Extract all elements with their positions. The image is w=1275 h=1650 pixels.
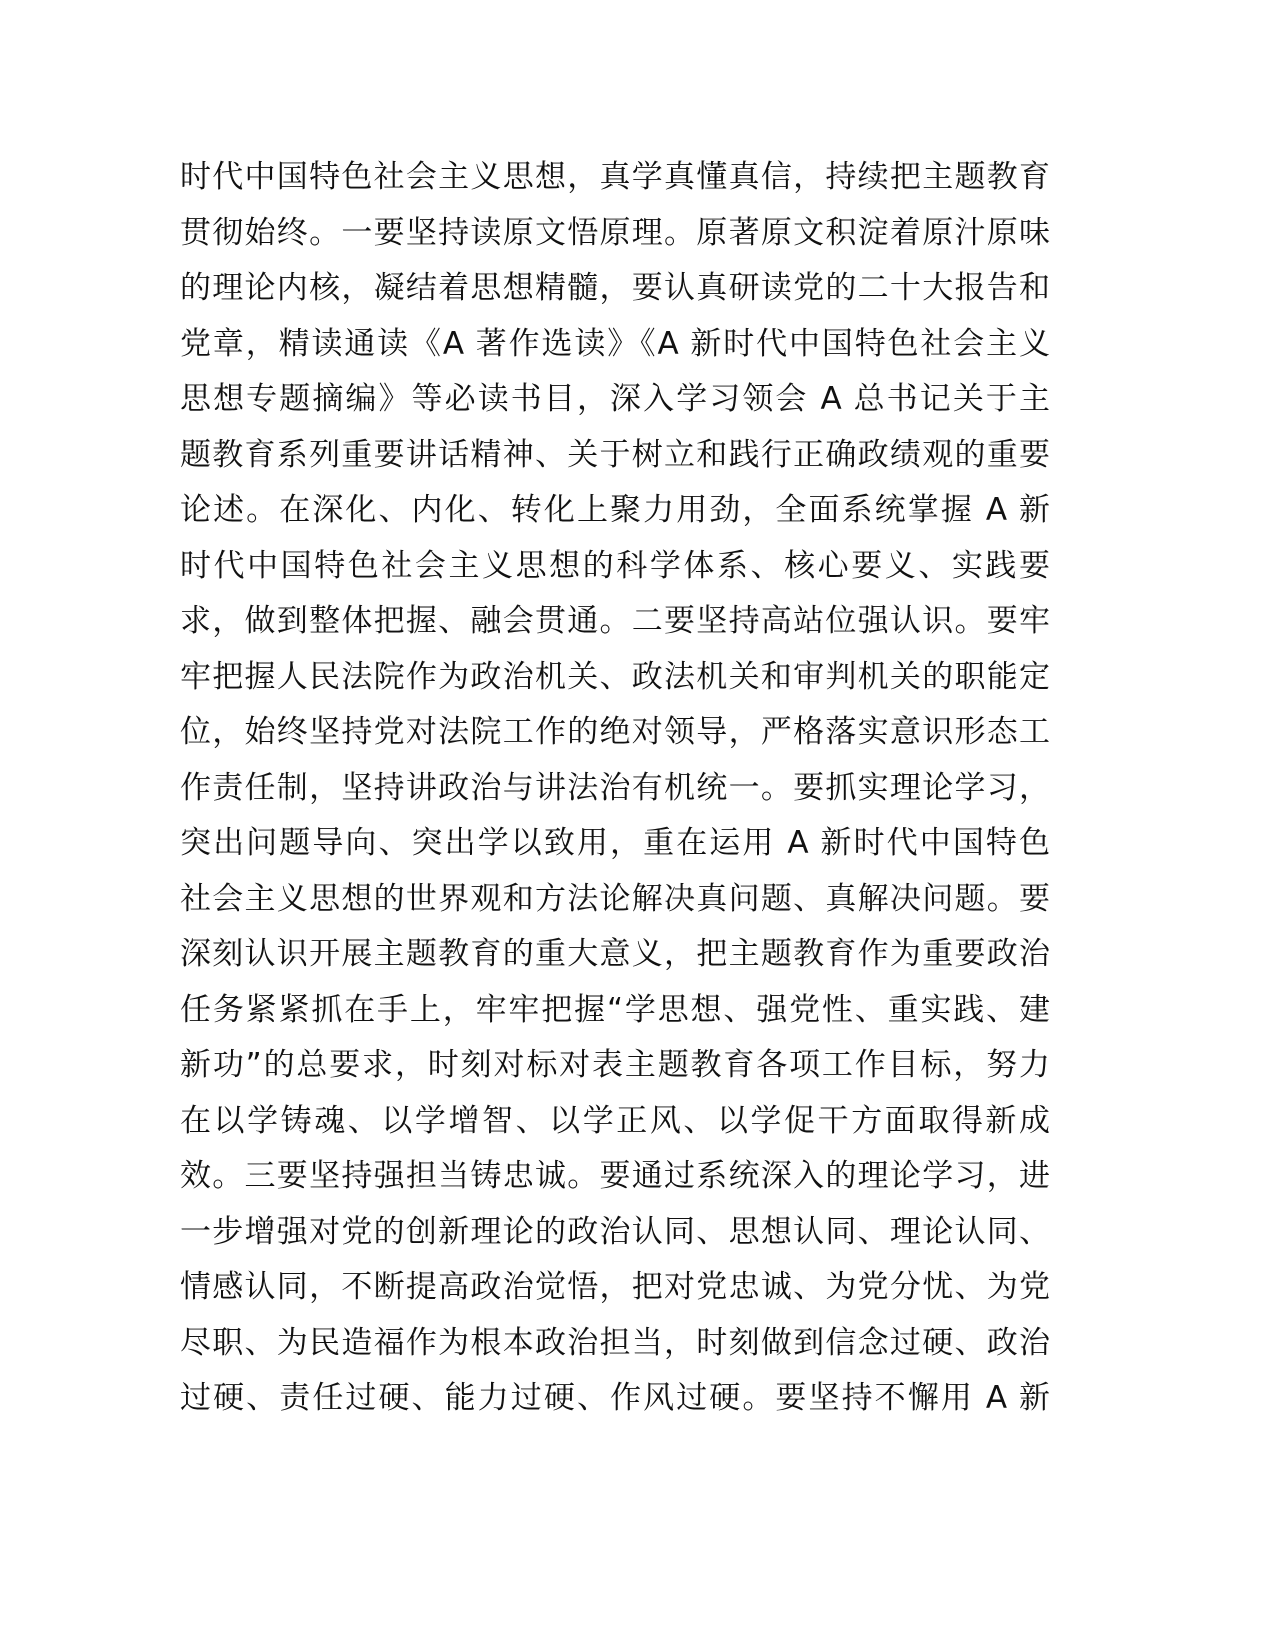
text-line-22: 尽职、为民造福作为根本政治担当，时刻做到信念过硬、政治 (180, 1324, 1050, 1361)
text-line-8: 时代中国特色社会主义思想的科学体系、核心要义、实践要 (180, 547, 1050, 584)
text-line-18: 在以学铸魂、以学增智、以学正风、以学促干方面取得新成 (180, 1102, 1050, 1139)
text-line-1: 时代中国特色社会主义思想，真学真懂真信，持续把主题教育 (180, 159, 1050, 195)
text-line-3: 的理论内核，凝结着思想精髓，要认真研读党的二十大报告和 (180, 270, 1050, 306)
text-line-9: 求，做到整体把握、融会贯通。二要坚持高站位强认识。要牢 (180, 603, 1050, 639)
text-line-11: 位，始终坚持党对法院工作的绝对领导，严格落实意识形态工 (180, 714, 1050, 750)
text-line-14: 社会主义思想的世界观和方法论解决真问题、真解决问题。要 (180, 880, 1050, 917)
text-line-12: 作责任制，坚持讲政治与讲法治有机统一。要抓实理论学习， (180, 769, 1050, 806)
text-line-2: 贯彻始终。一要坚持读原文悟原理。原著原文积淀着原汁原味 (180, 214, 1050, 251)
text-line-13: 突出问题导向、突出学以致用，重在运用 A 新时代中国特色 (180, 825, 1050, 861)
text-line-10: 牢把握人民法院作为政治机关、政法机关和审判机关的职能定 (180, 658, 1050, 695)
text-line-7: 论述。在深化、内化、转化上聚力用劲，全面系统掌握 A 新 (180, 492, 1050, 528)
text-line-15: 深刻认识开展主题教育的重大意义，把主题教育作为重要政治 (180, 936, 1050, 972)
text-line-6: 题教育系列重要讲话精神、关于树立和践行正确政绩观的重要 (180, 436, 1050, 473)
text-line-16: 任务紧紧抓在手上，牢牢把握“学思想、强党性、重实践、建 (180, 991, 1050, 1028)
text-line-21: 情感认同，不断提高政治觉悟，把对党忠诚、为党分忧、为党 (180, 1269, 1050, 1305)
text-line-17: 新功”的总要求，时刻对标对表主题教育各项工作目标，努力 (180, 1047, 1050, 1083)
text-line-20: 一步增强对党的创新理论的政治认同、思想认同、理论认同、 (180, 1213, 1050, 1250)
text-line-5: 思想专题摘编》等必读书目，深入学习领会 A 总书记关于主 (180, 381, 1050, 417)
text-line-19: 效。三要坚持强担当铸忠诚。要通过系统深入的理论学习，进 (180, 1158, 1050, 1194)
text-line-4: 党章，精读通读《A 著作选读》《A 新时代中国特色社会主义 (180, 325, 1050, 362)
body-paragraph (180, 150, 1050, 1427)
text-line-23: 过硬、责任过硬、能力过硬、作风过硬。要坚持不懈用 A 新 (180, 1380, 1050, 1416)
